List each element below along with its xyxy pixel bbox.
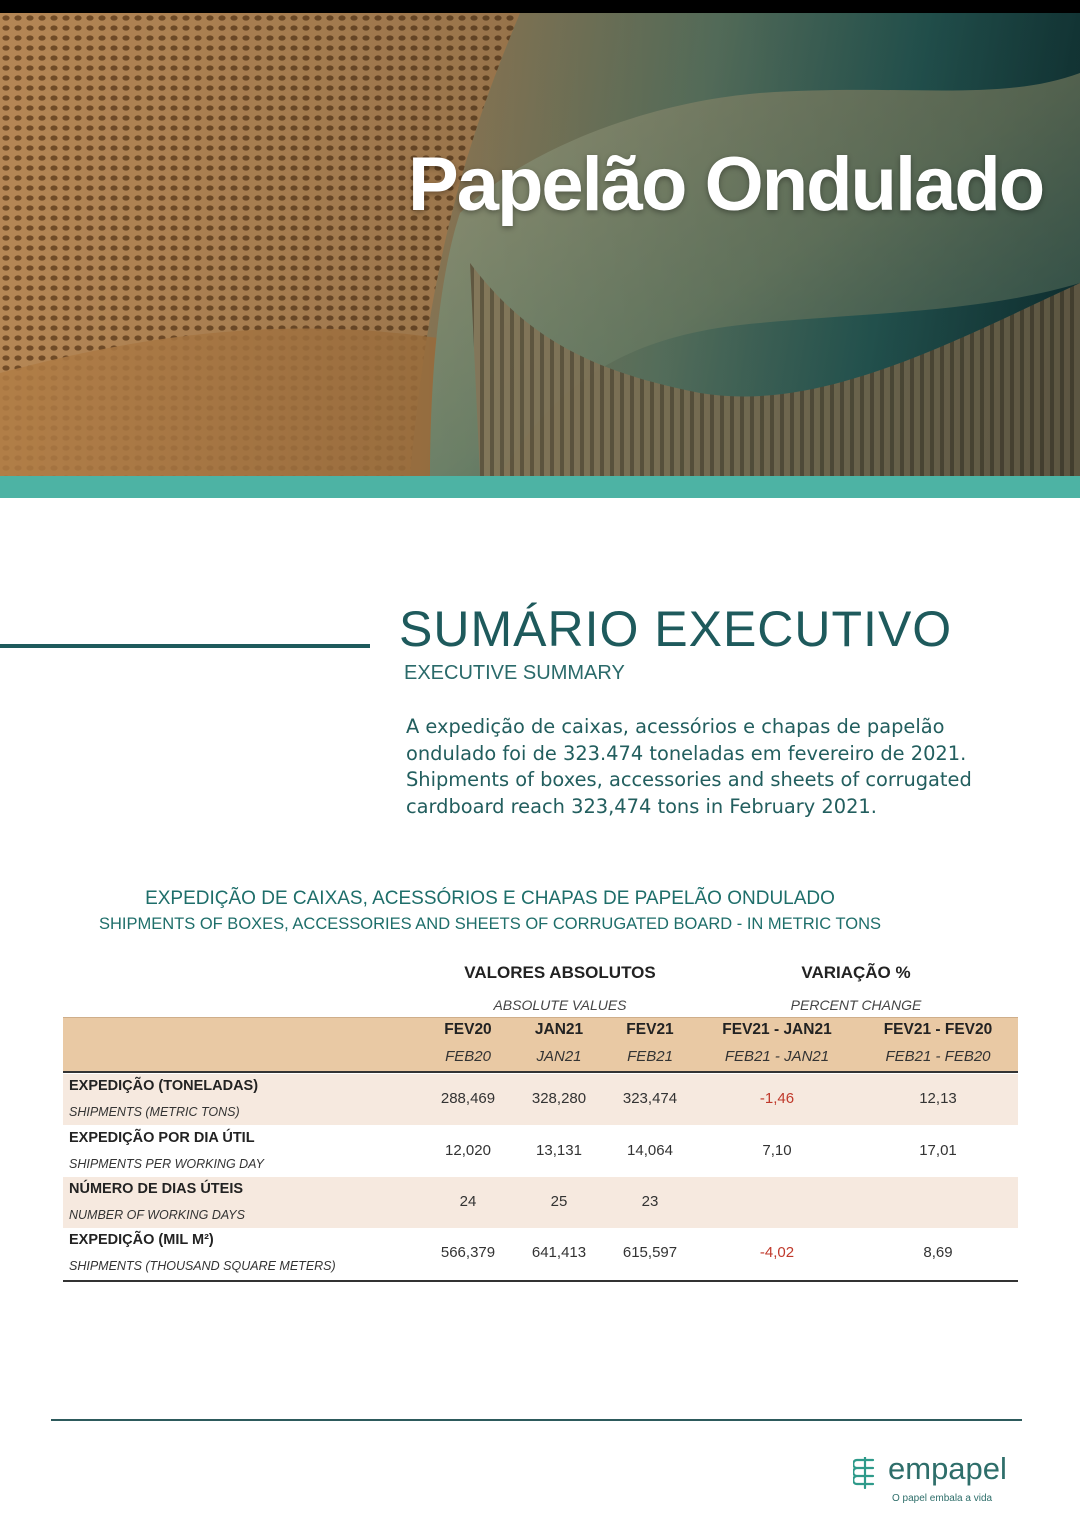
empapel-logo-icon bbox=[853, 1457, 879, 1489]
cell-value: 641,413 bbox=[531, 1244, 587, 1261]
summary-title: SUMÁRIO EXECUTIVO bbox=[399, 601, 953, 657]
row-label: EXPEDIÇÃO (TONELADAS) bbox=[69, 1078, 259, 1094]
table-row bbox=[63, 1126, 1018, 1177]
hero-banner bbox=[0, 13, 1080, 476]
table-bottom-rule bbox=[63, 1280, 1018, 1282]
cell-value: 7,10 bbox=[762, 1142, 792, 1159]
corrugated-cardboard-image bbox=[0, 13, 1080, 476]
cell-value: -4,02 bbox=[759, 1244, 795, 1261]
cell-value: 8,69 bbox=[923, 1244, 953, 1261]
cell-value: 25 bbox=[550, 1193, 568, 1210]
summary-line: A expedição de caixas, acessórios e chapas de papelão bbox=[406, 715, 945, 738]
column-label: FEV21 bbox=[626, 1021, 674, 1038]
header-divider bbox=[63, 1071, 1018, 1073]
cell-value: 12,020 bbox=[445, 1142, 491, 1159]
column-header bbox=[519, 1021, 599, 1065]
table-title: EXPEDIÇÃO DE CAIXAS, ACESSÓRIOS E CHAPAS DE PAPELÃO ONDULADO bbox=[145, 888, 835, 909]
column-sublabel: FEB20 bbox=[445, 1048, 491, 1065]
group-change-sub: PERCENT CHANGE bbox=[790, 997, 922, 1013]
summary-subtitle: EXECUTIVE SUMMARY bbox=[404, 662, 625, 684]
cell-value: 23 bbox=[641, 1193, 659, 1210]
column-header bbox=[428, 1021, 508, 1065]
teal-accent-bar bbox=[0, 476, 1080, 498]
row-label: EXPEDIÇÃO (MIL M²) bbox=[69, 1232, 214, 1248]
group-absolute-label: VALORES ABSOLUTOS bbox=[464, 963, 656, 982]
cell-value: 328,280 bbox=[531, 1090, 587, 1107]
row-sublabel: SHIPMENTS (METRIC TONS) bbox=[69, 1105, 240, 1119]
summary-line: Shipments of boxes, accessories and sheets of corrugated bbox=[406, 768, 972, 791]
hero-title: Papelão Ondulado bbox=[408, 142, 1044, 227]
table-row bbox=[63, 1074, 1018, 1125]
column-header bbox=[610, 1021, 690, 1065]
row-sublabel: SHIPMENTS (THOUSAND SQUARE METERS) bbox=[69, 1259, 336, 1273]
summary-rule bbox=[0, 644, 370, 648]
row-sublabel: NUMBER OF WORKING DAYS bbox=[69, 1208, 245, 1222]
brand-tagline: O papel embala a vida bbox=[892, 1493, 993, 1504]
group-percent-change bbox=[736, 963, 976, 1013]
column-label: FEV21 - JAN21 bbox=[722, 1021, 832, 1038]
row-label: NÚMERO DE DIAS ÚTEIS bbox=[69, 1181, 244, 1197]
brand-name: empapel bbox=[888, 1451, 1007, 1486]
summary-paragraph bbox=[406, 714, 1026, 820]
cell-value: 13,131 bbox=[536, 1142, 582, 1159]
group-absolute-values bbox=[430, 963, 690, 1013]
cell-value: 288,469 bbox=[440, 1090, 496, 1107]
column-label: FEV20 bbox=[444, 1021, 492, 1038]
column-sublabel: FEB21 bbox=[627, 1048, 673, 1065]
column-label: FEV21 - FEV20 bbox=[883, 1021, 993, 1038]
column-header bbox=[863, 1021, 1013, 1065]
column-sublabel: FEB21 - FEB20 bbox=[885, 1048, 991, 1065]
column-header bbox=[702, 1021, 852, 1065]
column-sublabel: JAN21 bbox=[536, 1048, 582, 1065]
group-absolute-sub: ABSOLUTE VALUES bbox=[493, 997, 627, 1013]
cell-value: -1,46 bbox=[759, 1090, 795, 1107]
group-change-label: VARIAÇÃO % bbox=[801, 963, 911, 982]
cell-value: 323,474 bbox=[622, 1090, 678, 1107]
table-row bbox=[63, 1177, 1018, 1228]
summary-line: ondulado foi de 323.474 toneladas em fevereiro de 2021. bbox=[406, 741, 967, 765]
cell-value: 566,379 bbox=[440, 1244, 496, 1261]
cell-value: 24 bbox=[459, 1193, 477, 1210]
cell-value: 17,01 bbox=[919, 1142, 957, 1159]
cell-value: 12,13 bbox=[919, 1090, 957, 1107]
footer-rule bbox=[51, 1419, 1022, 1421]
summary-line: cardboard reach 323,474 tons in February 2021. bbox=[406, 794, 877, 818]
cell-value: 14,064 bbox=[627, 1142, 673, 1159]
row-label: EXPEDIÇÃO POR DIA ÚTIL bbox=[69, 1130, 255, 1146]
row-sublabel: SHIPMENTS PER WORKING DAY bbox=[69, 1157, 264, 1171]
column-label: JAN21 bbox=[534, 1021, 584, 1038]
table-subtitle: SHIPMENTS OF BOXES, ACCESSORIES AND SHEETS OF CORRUGATED BOARD - IN METRIC TONS bbox=[98, 915, 882, 933]
cell-value: 615,597 bbox=[622, 1244, 678, 1261]
column-sublabel: FEB21 - JAN21 bbox=[724, 1048, 830, 1065]
top-black-bar bbox=[0, 0, 1080, 13]
table-row bbox=[63, 1228, 1018, 1279]
